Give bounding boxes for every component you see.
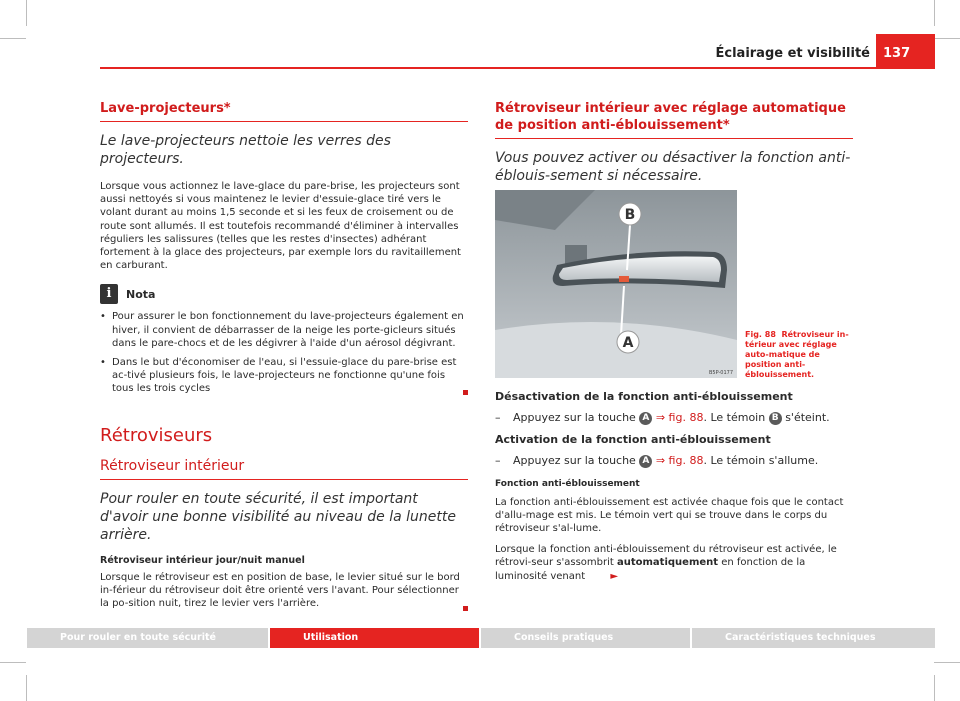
- subheading: Activation de la fonction anti-éblouissement: [495, 433, 771, 447]
- figure-caption: [745, 330, 857, 380]
- subheading: Fonction anti-éblouissement: [495, 479, 640, 490]
- info-icon: i: [100, 284, 118, 304]
- section-intro: Pour rouler en toute sécurité, il est important d'avoir une bonne visibilité au niveau de la lunette arrière.: [100, 490, 456, 543]
- figure-caption-prefix: Fig. 88: [745, 330, 776, 339]
- section-title-headlight-washer: Lave-projecteurs*: [100, 101, 231, 116]
- figure-caption-text: Rétroviseur in-térieur avec réglage auto-matique de position anti-éblouissement.: [745, 330, 849, 379]
- end-marker: [463, 390, 468, 395]
- crop-mark: [934, 0, 935, 26]
- note-bullet-text: Pour assurer le bon fonctionnement du lave-projecteurs également en hiver, il convient de débarrasser de la neige les porte-gicleurs situés dans le pare-chocs et de les dégivrer à l'aide d'un aérosol dégivrant.: [112, 311, 464, 349]
- step-item: – Appuyez sur la touche A ⇒ fig. 88. Le témoin B s'éteint.: [495, 411, 830, 425]
- crop-mark: [0, 662, 26, 663]
- key-a-badge: A: [639, 455, 652, 468]
- footer-tab-safety[interactable]: Pour rouler en toute sécurité: [27, 628, 268, 648]
- figure-label-a: A: [622, 335, 634, 351]
- step-item: – Appuyez sur la touche A ⇒ fig. 88. Le témoin s'allume.: [495, 454, 819, 468]
- note-heading: [100, 284, 468, 304]
- left-column: [100, 100, 468, 615]
- footer-tab-operation[interactable]: Utilisation: [270, 628, 479, 648]
- crop-mark: [26, 0, 27, 26]
- section-rule: [100, 479, 468, 480]
- crop-mark: [26, 675, 27, 701]
- section-rule: [495, 138, 853, 139]
- indicator-b-badge: B: [769, 412, 782, 425]
- body-paragraph: La fonction anti-éblouissement est activée chaque fois que le contact d'allu-mage est mis. Le témoin vert qui se trouve dans le corps du rétroviseur s'al-lume.: [495, 496, 844, 535]
- figure-mirror-photo: [495, 190, 737, 378]
- note-bullet: • Dans le but d'économiser de l'eau, si l'essuie-glace du pare-brise est ac-tivé plusieurs fois, le lave-projecteurs ne fonctionne qu'une fois tous les trois cycles: [100, 356, 468, 396]
- crop-mark: [0, 38, 26, 39]
- section-title-interior-mirror: Rétroviseur intérieur: [100, 457, 245, 474]
- crop-mark: [934, 675, 935, 701]
- key-a-badge: A: [639, 412, 652, 425]
- body-paragraph: Lorsque la fonction anti-éblouissement du rétroviseur est activée, le rétrovi-seur s'assombrit automatiquement en fonction de la luminosité venant ►: [495, 544, 837, 582]
- note-bullet-text: Dans le but d'économiser de l'eau, si l'essuie-glace du pare-brise est ac-tivé plusieurs fois, le lave-projecteurs ne fonctionne qu'une fois tous les trois cycles: [112, 357, 457, 395]
- right-column-lower: [495, 390, 853, 583]
- mirror-illustration: [495, 190, 737, 378]
- note-label: Nota: [126, 287, 156, 301]
- end-marker: [463, 606, 468, 611]
- footer-nav: [27, 628, 935, 648]
- section-rule: [100, 121, 468, 122]
- note-bullet: • Pour assurer le bon fonctionnement du lave-projecteurs également en hiver, il convient de débarrasser de la neige les porte-gicleurs situés dans le pare-chocs et de les dégivrer à l'aide d'un aérosol dégivrant.: [100, 310, 468, 350]
- subheading: Désactivation de la fonction anti-éblouissement: [495, 390, 793, 403]
- section-intro: Le lave-projecteurs nettoie les verres des projecteurs.: [100, 133, 391, 167]
- body-paragraph: Lorsque vous actionnez le lave-glace du pare-brise, les projecteurs sont aussi nettoyés si vous maintenez le levier d'essuie-glace tiré vers le volant durant au moins 1,5 seconde et si les feux de croisement ou de route sont allumés. Il est toutefois recommandé d'éliminer à intervalles réguliers les salissures (telles que les restes d'insectes) adhérant fortement à la glace des projecteurs, par exemple lors du ravitaillement en carburant.: [100, 181, 461, 272]
- crop-mark: [934, 38, 960, 39]
- figure-label-b: B: [624, 207, 636, 223]
- section-title-auto-mirror: Rétroviseur intérieur avec réglage automatique de position anti-éblouissement*: [495, 101, 846, 133]
- page-number: 137: [876, 34, 935, 68]
- figure-code: B5P-0177: [708, 370, 733, 376]
- header-rule: [100, 67, 935, 69]
- running-header: Éclairage et visibilité: [715, 46, 870, 61]
- figure-reference-link[interactable]: ⇒ fig. 88: [655, 454, 704, 468]
- footer-tab-technical[interactable]: Caractéristiques techniques: [692, 628, 935, 648]
- continue-arrow-icon: ►: [610, 570, 619, 582]
- section-intro: Vous pouvez activer ou désactiver la fonction anti-éblouis-sement si nécessaire.: [495, 150, 851, 184]
- figure-reference-link[interactable]: ⇒ fig. 88: [655, 411, 704, 425]
- chapter-title: Rétroviseurs: [100, 424, 213, 446]
- crop-mark: [934, 662, 960, 663]
- footer-tab-tips[interactable]: Conseils pratiques: [481, 628, 690, 648]
- right-column: [495, 100, 853, 185]
- body-paragraph: Lorsque le rétroviseur est en position de base, le levier situé sur le bord in-férieur du rétroviseur doit être orienté vers l'avant. Pour sélectionner la po-sition nuit, tirez le levier vers l'arrière.: [100, 572, 460, 610]
- subheading: Rétroviseur intérieur jour/nuit manuel: [100, 554, 305, 566]
